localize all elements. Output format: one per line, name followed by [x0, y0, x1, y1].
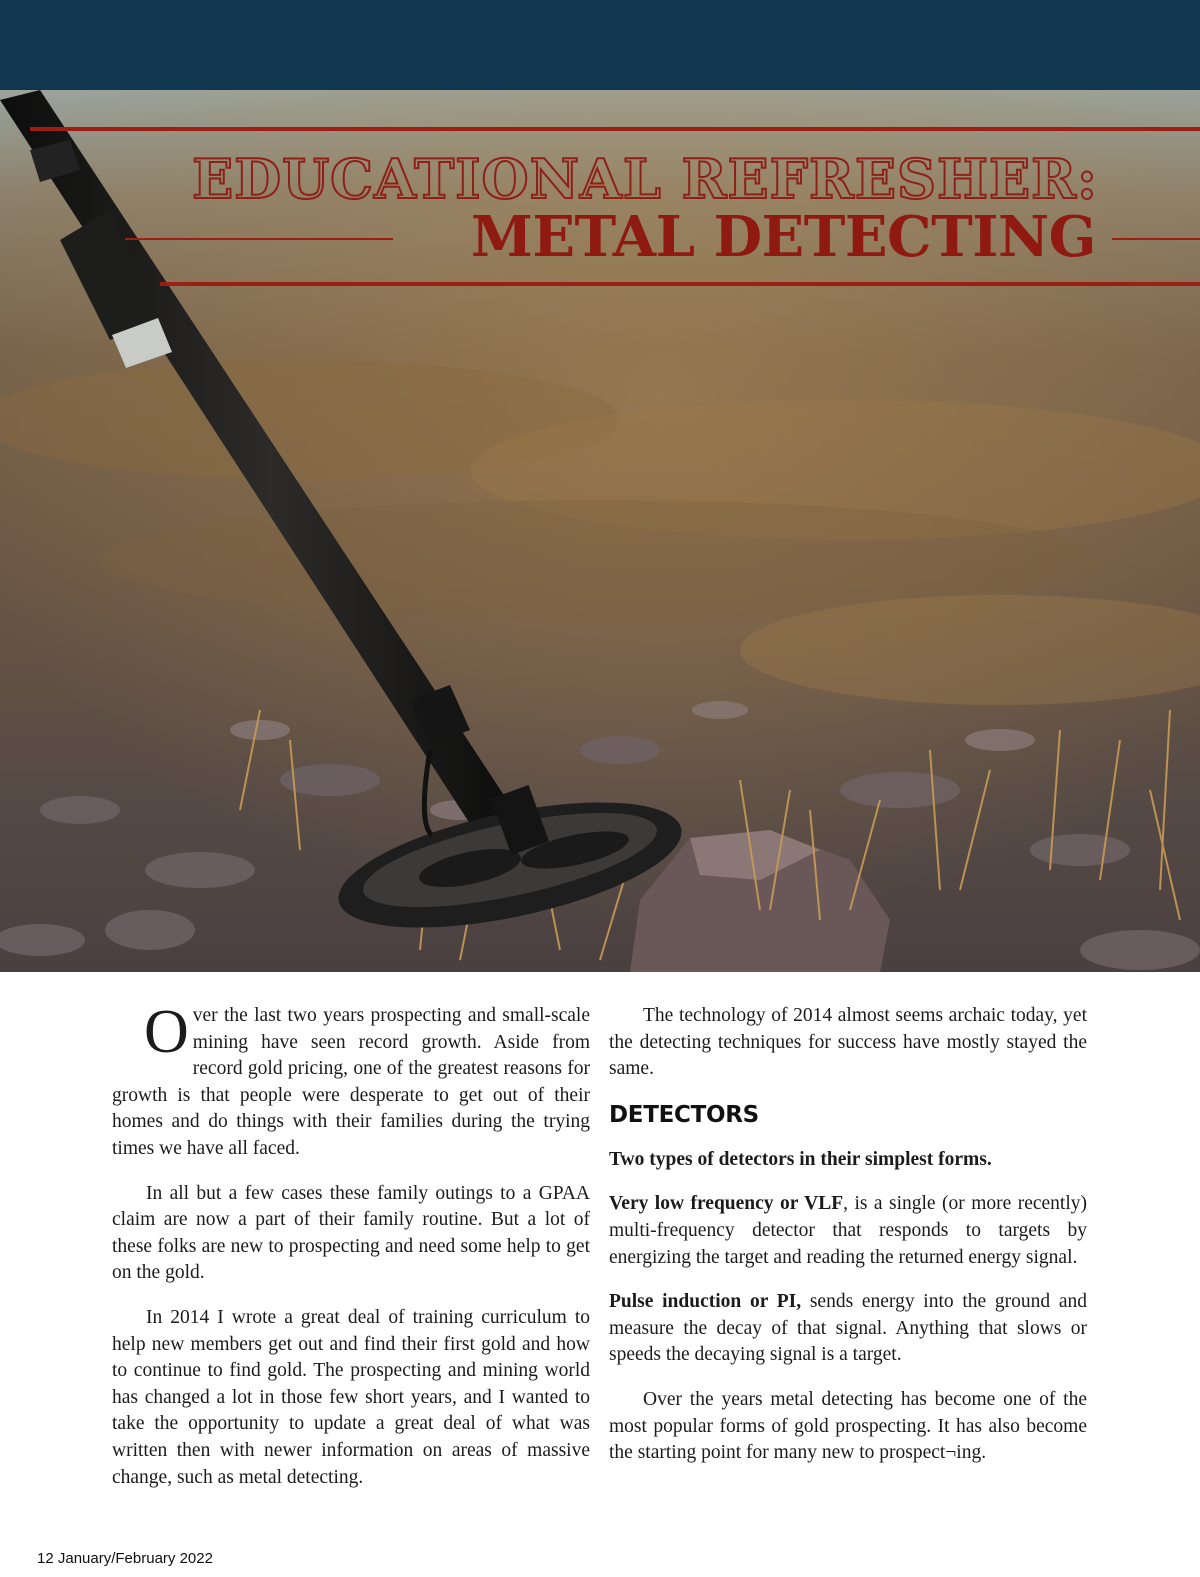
- article-column-left: [112, 998, 590, 1509]
- title-rule-mid-right: [1112, 238, 1200, 240]
- headline-outline: EDUCATIONAL REFRESHER:: [192, 147, 1098, 211]
- title-rule-top: [30, 127, 1200, 131]
- pi-term: Pulse induction or PI,: [609, 1291, 802, 1313]
- vlf-text: , is a single (or more recently) multi-frequency detector that responds to targets by energizing the target and reading the returned energy signal.: [609, 1193, 1087, 1268]
- headline-main: METAL DETECTING: [470, 204, 1096, 270]
- vlf-term: Very low frequency or VLF: [609, 1193, 844, 1215]
- drop-cap: O: [144, 998, 189, 1066]
- intro-paragraph: [112, 998, 590, 1163]
- pi-text: sends energy into the ground and measure the decay of that signal. Anything that slows or speeds the decaying signal is a target.: [609, 1291, 1087, 1366]
- section-heading-detectors: DETECTORS: [609, 1101, 759, 1128]
- paragraph-4: The technology of 2014 almost seems archaic today, yet the detecting techniques for success have mostly stayed the same.: [609, 1005, 1087, 1080]
- subheading: Two types of detectors in their simplest forms.: [609, 1148, 992, 1170]
- closing-paragraph: Over the years metal detecting has become one of the most popular forms of gold prospecting. It has also become the starting point for many new to prospect¬ing.: [609, 1388, 1087, 1464]
- article-column-right: [609, 1003, 1087, 1485]
- paragraph-3: In 2014 I wrote a great deal of training curriculum to help new members get out and find their first gold and how to continue to find gold. The prospecting and mining world has changed a lot in those few short years, and I wanted to take the opportunity to update a great deal of what was written then with newer information on areas of massive change, such as metal detecting.: [112, 1306, 590, 1488]
- intro-text: ver the last two years prospecting and small-scale mining have seen record growth. Aside from record gold pricing, one of the greatest reasons for growth is that people were desperate to get out of their homes and do things with their families during the trying times we have all faced.: [112, 1005, 590, 1159]
- top-banner: [0, 0, 1200, 90]
- vlf-paragraph: [609, 1191, 1087, 1271]
- title-rule-bottom: [160, 282, 1200, 286]
- page-footer: 12 January/February 2022: [37, 1550, 213, 1567]
- pi-paragraph: [609, 1289, 1087, 1369]
- paragraph-2: In all but a few cases these family outings to a GPAA claim are now a part of their family routine. But a lot of these folks are new to prospecting and need some help to get on the gold.: [112, 1182, 590, 1284]
